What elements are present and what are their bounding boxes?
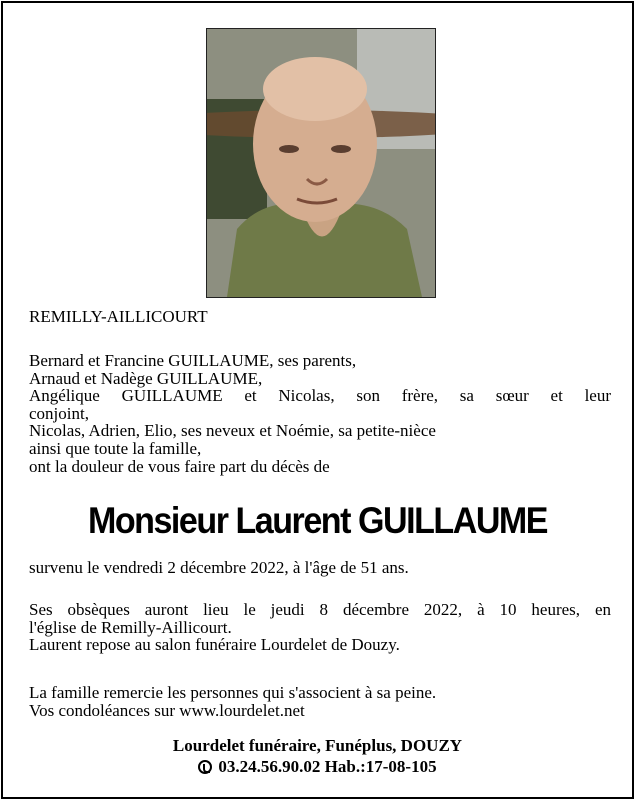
family-announcement [29,352,611,475]
funeral-line: l'église de Remilly-Aillicourt. [29,617,232,637]
family-line: ainsi que toute la famille, [29,438,202,458]
family-line: Angélique GUILLAUME et Nicolas, son frère, sa sœur et leur [29,386,611,406]
town-name: REMILLY-AILLICOURT [29,307,208,326]
funeral-details [29,601,611,654]
portrait-photo [206,28,436,298]
obituary-card [1,1,634,799]
funeral-home-name: Lourdelet funéraire, Funéplus, DOUZY [172,736,463,755]
thanks-line: Vos condoléances sur www.lourdelet.net [29,700,305,720]
phone-icon [198,760,212,774]
deceased-name: Monsieur Laurent GUILLAUME [87,500,548,541]
family-line: Nicolas, Adrien, Elio, ses neveux et Noémie, sa petite-nièce [29,421,436,441]
funeral-line: Ses obsèques auront lieu le jeudi 8 décembre 2022, à 10 heures, en [29,600,611,619]
family-line: Bernard et Francine GUILLAUME, ses parents, [29,351,357,370]
thanks-message [29,684,611,719]
family-line: Arnaud et Nadège GUILLAUME, [29,368,263,388]
portrait-illustration [207,29,435,297]
funeral-line: Laurent repose au salon funéraire Lourdelet de Douzy. [29,635,400,655]
family-line: conjoint, [29,403,89,423]
thanks-line: La famille remercie les personnes qui s'associent à sa peine. [29,683,437,702]
date-of-death: survenu le vendredi 2 décembre 2022, à l'âge de 51 ans. [29,558,409,577]
family-line: ont la douleur de vous faire part du décès de [29,456,330,476]
funeral-home-phone-row [3,757,632,777]
funeral-home-phone: 03.24.56.90.02 Hab.:17-08-105 [218,757,437,776]
